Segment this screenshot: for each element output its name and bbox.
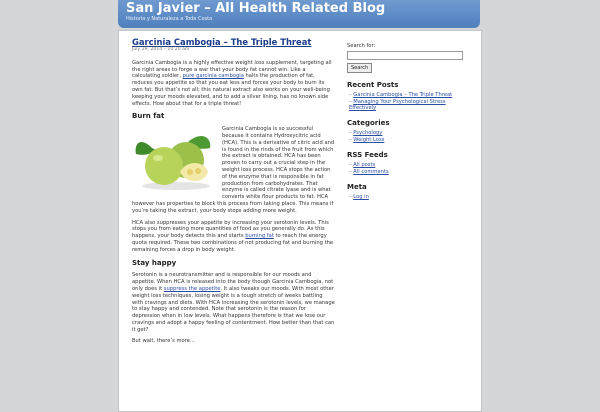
fruit-shadow	[142, 182, 210, 190]
happy-text-before: Serotonin is a neurotransmitter and is responsible for our moods and appetite. When HCA is released into the body though Garcinia Cambogia, not only does it	[132, 272, 334, 292]
post-date: July 29, 2014 – 10:20 am	[132, 47, 190, 52]
fruit-seed-1	[187, 169, 193, 175]
rss-list	[347, 162, 471, 175]
blog-title[interactable]: San Javier – All Health Related Blog	[126, 1, 386, 16]
recent-post-item	[349, 92, 471, 98]
categories-heading: Categories	[347, 119, 390, 127]
post-content	[132, 37, 335, 350]
suppress-appetite-link[interactable]: suppress the appetite	[163, 285, 221, 292]
category-link-weight-loss[interactable]: Weight Loss	[353, 137, 385, 143]
meta-list	[347, 194, 471, 200]
category-item	[349, 130, 471, 136]
fruit-highlight	[153, 155, 163, 161]
recent-post-link[interactable]: Managing Your Psychological Stress Effectively	[349, 99, 446, 111]
post-title[interactable]: Garcinia Cambogia – The Triple Threat	[132, 37, 312, 47]
sidebar	[347, 43, 471, 201]
blog-description: Historia y Naturaleza a Toda Costa	[126, 16, 213, 22]
garcinia-fruit-icon	[132, 126, 216, 192]
recent-post-item	[349, 99, 471, 111]
search-label: Search for:	[347, 43, 376, 49]
stay-happy-paragraph	[132, 272, 335, 333]
more-text: But wait, there’s more…	[132, 338, 196, 345]
stay-happy-heading: Stay happy	[132, 258, 177, 267]
rss-all-comments-link[interactable]: All comments	[353, 169, 389, 175]
login-link[interactable]: Log in	[353, 194, 369, 200]
category-item	[349, 137, 471, 143]
meta-item	[349, 194, 471, 200]
recent-post-link[interactable]: Garcinia Cambogia – The Triple Threat	[353, 92, 453, 98]
recent-posts-heading: Recent Posts	[347, 81, 399, 89]
rss-item	[349, 169, 471, 175]
category-link-psychology[interactable]: Psychology	[353, 130, 383, 136]
appetite-text-after: to reach the energy quota required. These two combinations of not producing fat and burning the remaining forces a drop in body weight.	[132, 233, 334, 253]
burning-fat-link[interactable]: burning fat	[245, 233, 274, 240]
intro-text-before: Garcinia Cambogia is a highly effective weight loss supplement, targeting all the right areas to forge a war that your body fat cannot win. Like a calculating soldier,	[132, 59, 332, 80]
burn-fat-text: Garcinia Cambogia is so successful because it contains Hydroxycitric acid (HCA). This is a derivative of citric acid and is found in the rinds of the fruit from which the extract is obtained. HCA has been proven to carry out a crucial step in the weight loss process. HCA stops the action of the enzyme that is responsible in fat production from carbohydrates. That enzyme is called citrate lyase and is what converts white flour products to fat. HCA however has properties to block this process from taking place. This means if you’re taking the extract, your body stops adding more weight.	[132, 126, 335, 214]
burn-fat-heading: Burn fat	[132, 112, 165, 121]
site-header	[118, 0, 480, 28]
categories-list	[347, 130, 471, 143]
pure-garcinia-link[interactable]: pure garcinia cambogia	[182, 73, 244, 80]
happy-text-after: . It also tweaks our moods. With most other weight loss techniques, losing weight is a tough stretch of weeks battling with cravings and diets. With HCA increasing the serotonin levels, we manage to stay happy and contended. Note that serotonin is the reason for depression when in low levels. What happens therefore is that we lose our cravings and adopt a happy feeling of contentment. How better than that can it get?	[132, 285, 335, 333]
search-input[interactable]	[347, 51, 463, 60]
fruit-main	[145, 147, 183, 185]
meta-heading: Meta	[347, 183, 367, 191]
page-container	[118, 30, 482, 412]
intro-text-after: halts the production of fat, reduces you appetite so that you eat less and forces your body to burn its own fat. But that’s not all; this natural extract also works on your well-being keeping your moods elevated, and to add a silver lining, has no known side effects. How about that for a triple threat!	[132, 73, 330, 107]
fruit-seed-2	[195, 168, 201, 174]
burn-fat-paragraph	[132, 126, 335, 214]
rss-all-posts-link[interactable]: All posts	[353, 162, 376, 168]
appetite-text-before: HCA also suppresses your appetite by increasing your serotonin levels. This stops you from eating more quantities of food as you generally do. As this happens, your body detects this and starts	[132, 219, 329, 240]
search-button[interactable]: Search	[347, 63, 372, 73]
rss-item	[349, 162, 471, 168]
rss-heading: RSS Feeds	[347, 151, 388, 159]
post-intro	[132, 60, 335, 108]
appetite-paragraph	[132, 220, 335, 254]
recent-posts-list	[347, 92, 471, 111]
